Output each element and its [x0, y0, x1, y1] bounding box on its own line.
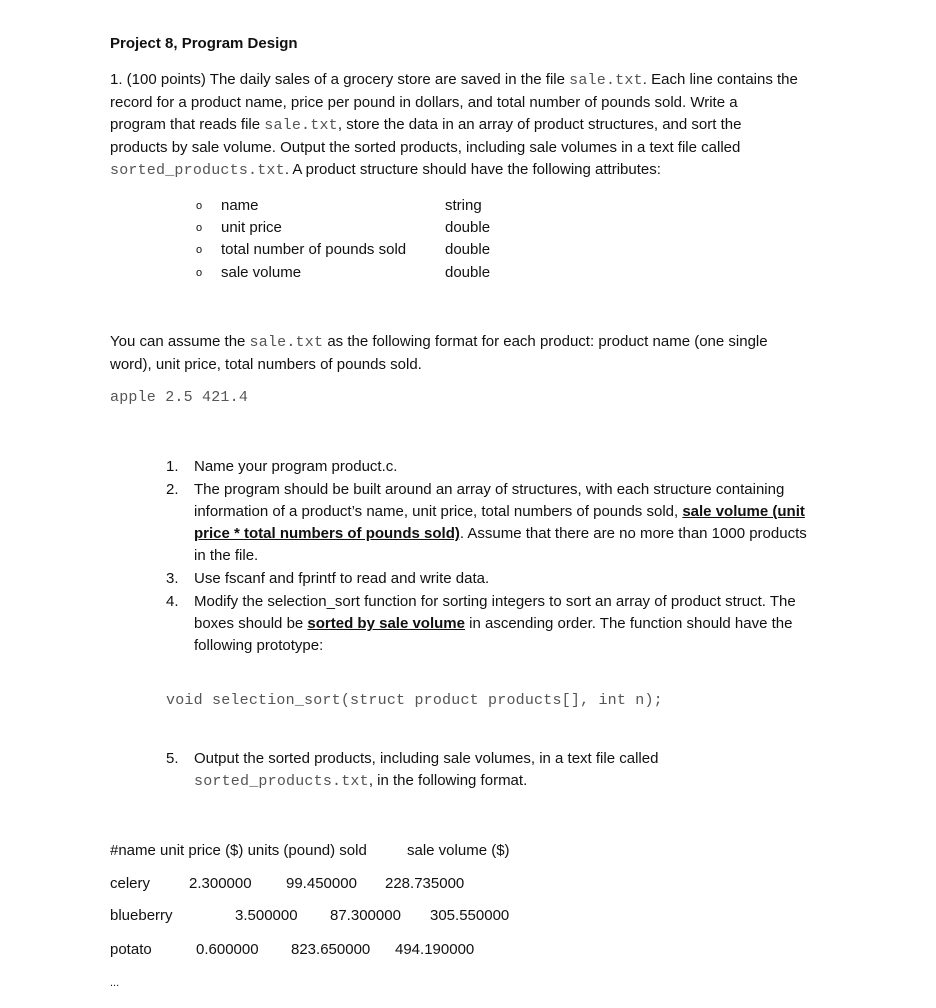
- step-number: 1.: [166, 458, 179, 475]
- output-row-price: 0.600000: [196, 941, 259, 958]
- format-note-line-1: You can assume the sale.txt as the following format for each product: product name (one single: [110, 333, 768, 351]
- output-row-price: 2.300000: [189, 875, 252, 892]
- output-header-volume: sale volume ($): [407, 842, 510, 859]
- emphasis-underline: price * total numbers of pounds sold): [194, 525, 460, 542]
- attribute-type: double: [445, 219, 491, 236]
- output-row-name: celery: [110, 875, 151, 892]
- problem-line-2: record for a product name, price per pound in dollars, and total number of pounds sold. Write a: [110, 94, 738, 111]
- step-number: 2.: [166, 481, 179, 498]
- problem-line-3: program that reads file sale.txt, store the data in an array of product structures, and sort the: [110, 116, 742, 134]
- list-bullet: o: [196, 200, 203, 212]
- output-ellipsis: ...: [110, 977, 120, 989]
- problem-line-5: sorted_products.txt. A product structure should have the following attributes:: [110, 161, 661, 179]
- output-row-name: blueberry: [110, 907, 173, 924]
- format-note: [110, 331, 768, 376]
- step-3-text: Use fscanf and fprintf to read and write data.: [194, 570, 490, 587]
- step-2-text: The program should be built around an array of structures, with each structure containing information of a product’s name, unit price, total numbers of pounds sold, sale volume (unit price * total numbers of pounds sold). Assume that there are no more than 1000 products in the file.: [194, 481, 807, 564]
- step-1-text: Name your program product.c.: [194, 458, 398, 475]
- step-5-text: Output the sorted products, including sale volumes, in a text file called sorted_products.txt, in the following format.: [194, 750, 659, 790]
- attribute-type: double: [445, 264, 491, 281]
- output-row-volume: 228.735000: [385, 875, 465, 892]
- list-bullet: o: [196, 267, 203, 279]
- output-header: #name unit price ($) units (pound) sold: [110, 842, 367, 859]
- attribute-type: double: [445, 241, 491, 258]
- step-number: 5.: [166, 750, 179, 767]
- output-row-units: 87.300000: [330, 907, 401, 924]
- step-number: 3.: [166, 570, 179, 587]
- attribute-name: unit price: [221, 219, 282, 236]
- function-prototype: void selection_sort(struct product products[], int n);: [166, 692, 663, 709]
- output-row-units: 99.450000: [286, 875, 357, 892]
- output-row-volume: 494.190000: [395, 941, 475, 958]
- step-4-text: Modify the selection_sort function for sorting integers to sort an array of product struct. The boxes should be sorted by sale volume in ascending order. The function should have the following prototype:: [194, 593, 796, 654]
- output-file-code: sorted_products.txt: [194, 773, 369, 790]
- page-title: Project 8, Program Design: [110, 35, 298, 52]
- problem-line-1: 1. (100 points) The daily sales of a grocery store are saved in the file sale.txt. Each line contains the: [110, 71, 798, 89]
- file-name-code: sale.txt: [249, 334, 324, 351]
- attribute-type: string: [445, 197, 482, 214]
- output-row-units: 823.650000: [291, 941, 371, 958]
- output-row-volume: 305.550000: [430, 907, 510, 924]
- attribute-name: name: [221, 197, 259, 214]
- emphasis-underline: sale volume (unit: [682, 503, 805, 520]
- format-note-line-2: word), unit price, total numbers of pounds sold.: [110, 356, 422, 373]
- problem-line-4: products by sale volume. Output the sorted products, including sale volumes in a text file called: [110, 139, 741, 156]
- problem-statement: [110, 69, 798, 182]
- attribute-name: total number of pounds sold: [221, 241, 407, 258]
- output-row-name: potato: [110, 941, 152, 958]
- attribute-name: sale volume: [221, 264, 302, 281]
- list-bullet: o: [196, 244, 203, 256]
- file-name-code: sale.txt: [264, 117, 338, 134]
- output-row-price: 3.500000: [235, 907, 298, 924]
- list-bullet: o: [196, 222, 203, 234]
- step-number: 4.: [166, 593, 179, 610]
- example-input: apple 2.5 421.4: [110, 389, 249, 406]
- emphasis-underline: sorted by sale volume: [307, 615, 465, 632]
- file-name-code: sale.txt: [569, 72, 643, 89]
- output-file-code: sorted_products.txt: [110, 162, 285, 179]
